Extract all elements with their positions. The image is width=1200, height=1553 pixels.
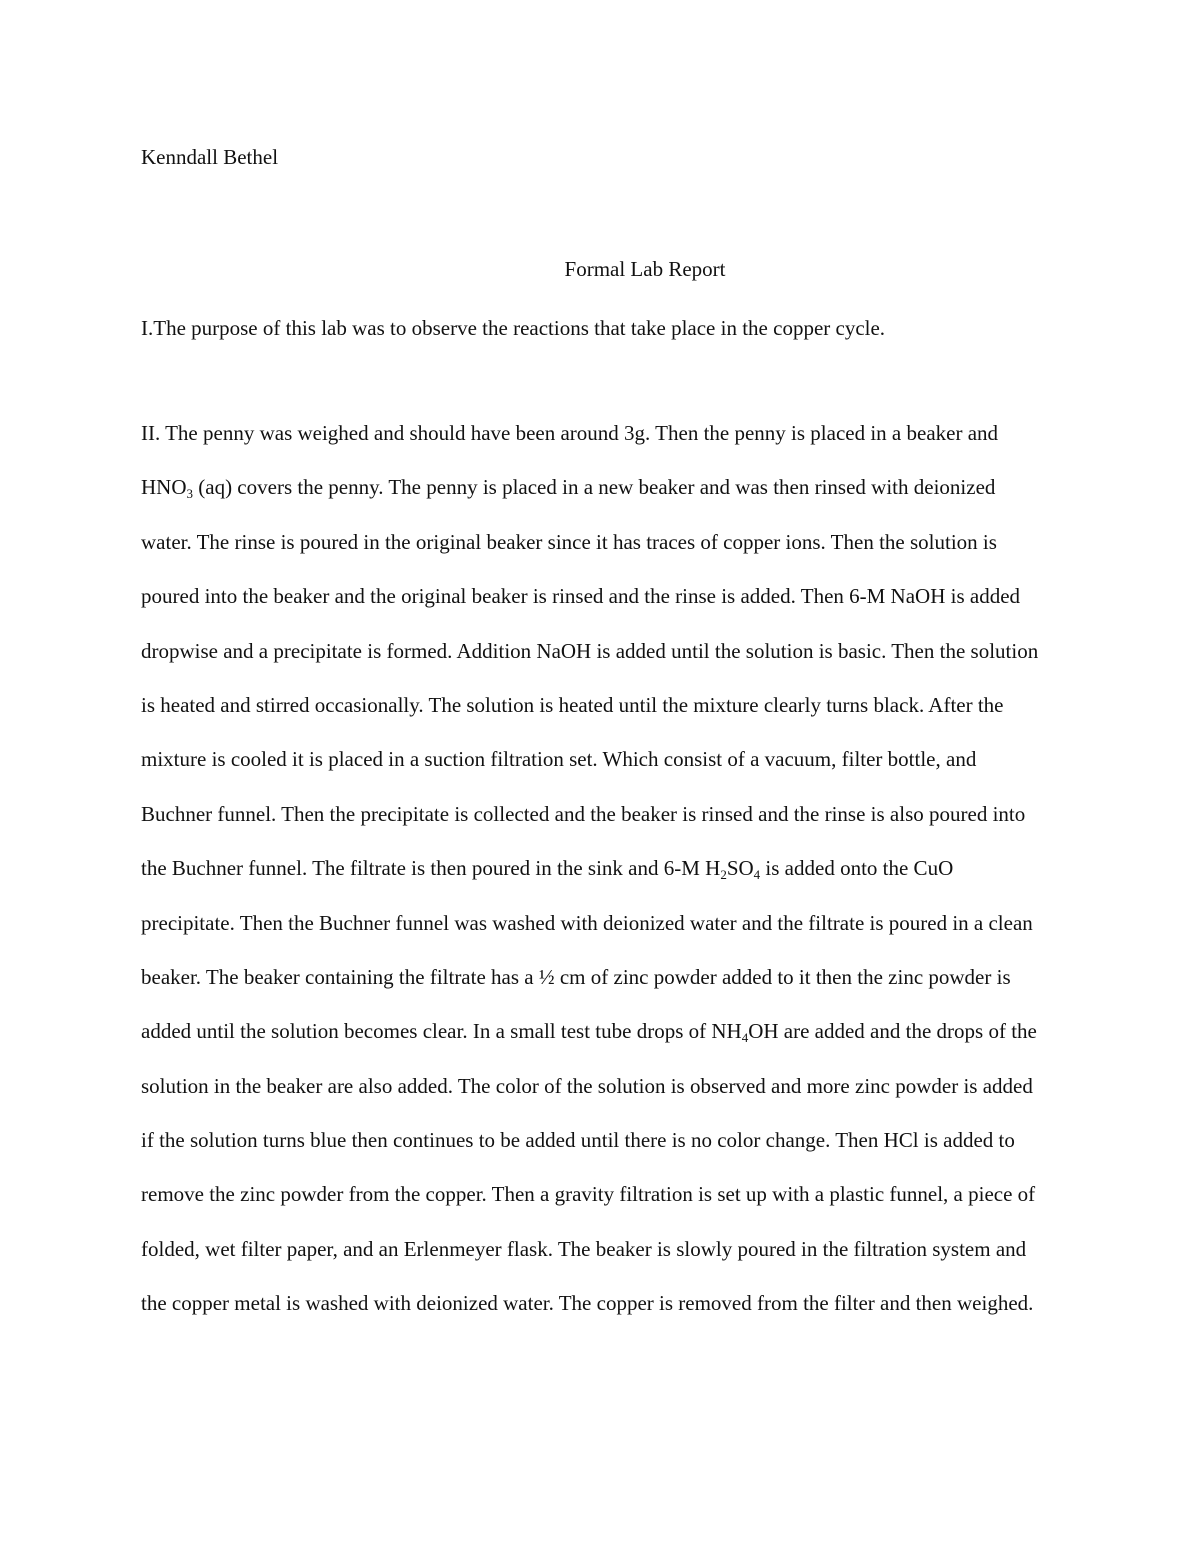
text-run: is heated and stirred occasionally. The solution is heated until the mixture clearly turns black. After the <box>141 692 1004 717</box>
procedure-line <box>141 690 1171 744</box>
procedure-line <box>141 472 1171 526</box>
procedure-line <box>141 1016 1171 1070</box>
text-run: dropwise and a precipitate is formed. Addition NaOH is added until the solution is basic. Then the solution <box>141 638 1039 663</box>
text-run: precipitate. Then the Buchner funnel was washed with deionized water and the filtrate is poured in a clean <box>141 910 1033 935</box>
procedure-line <box>141 908 1171 962</box>
procedure-line <box>141 1125 1171 1179</box>
author-name: Kenndall Bethel <box>141 145 279 169</box>
procedure-line <box>141 744 1171 798</box>
text-run: the Buchner funnel. The filtrate is then poured in the sink and 6-M H <box>141 856 721 881</box>
text-run: remove the zinc powder from the copper. Then a gravity filtration is set up with a plastic funnel, a piece of <box>141 1182 1036 1207</box>
procedure-line <box>141 799 1171 853</box>
text-run: beaker. The beaker containing the filtrate has a ½ cm of zinc powder added to it then the zinc powder is <box>141 964 1011 989</box>
text-run: solution in the beaker are also added. The color of the solution is observed and more zinc powder is added <box>141 1073 1033 1098</box>
purpose-paragraph: I.The purpose of this lab was to observe the reactions that take place in the copper cycle. <box>141 316 886 340</box>
procedure-paragraph <box>141 418 1171 1343</box>
text-run: II. The penny was weighed and should have been around 3g. Then the penny is placed in a beaker and <box>141 421 999 445</box>
text-run: Buchner funnel. Then the precipitate is collected and the beaker is rinsed and the rinse is also poured into <box>141 801 1026 826</box>
subscript: 3 <box>186 486 193 502</box>
procedure-line <box>141 527 1171 581</box>
procedure-line <box>141 1288 1171 1342</box>
text-run: poured into the beaker and the original beaker is rinsed and the rinse is added. Then 6-M NaOH is added <box>141 584 1021 609</box>
procedure-line <box>141 418 1171 472</box>
subscript: 4 <box>741 1030 749 1046</box>
text-run: if the solution turns blue then continues to be added until there is no color change. Then HCl is added to <box>141 1128 1015 1153</box>
procedure-line <box>141 581 1171 635</box>
procedure-line <box>141 636 1171 690</box>
text-run: (aq) covers the penny. The penny is placed in a new beaker and was then rinsed with deionized <box>193 475 996 500</box>
text-run: folded, wet filter paper, and an Erlenmeyer flask. The beaker is slowly poured in the filtration system and <box>141 1236 1027 1261</box>
text-run: is added onto the CuO <box>760 856 954 881</box>
procedure-line <box>141 1234 1171 1288</box>
procedure-line <box>141 962 1171 1016</box>
subscript: 2 <box>720 867 727 883</box>
procedure-line <box>141 1071 1171 1125</box>
text-run: SO <box>726 856 754 881</box>
text-run: the copper metal is washed with deionized water. The copper is removed from the filter and then weighed. <box>141 1291 1034 1316</box>
subscript: 4 <box>753 867 761 883</box>
text-run: HNO <box>141 475 187 500</box>
report-title: Formal Lab Report <box>564 257 726 281</box>
text-run: OH are added and the drops of the <box>748 1019 1037 1044</box>
text-run: water. The rinse is poured in the original beaker since it has traces of copper ions. Then the solution is <box>141 529 997 554</box>
procedure-line <box>141 853 1171 907</box>
procedure-line <box>141 1179 1171 1233</box>
text-run: mixture is cooled it is placed in a suction filtration set. Which consist of a vacuum, filter bottle, and <box>141 747 977 772</box>
text-run: added until the solution becomes clear. In a small test tube drops of NH <box>141 1019 742 1044</box>
